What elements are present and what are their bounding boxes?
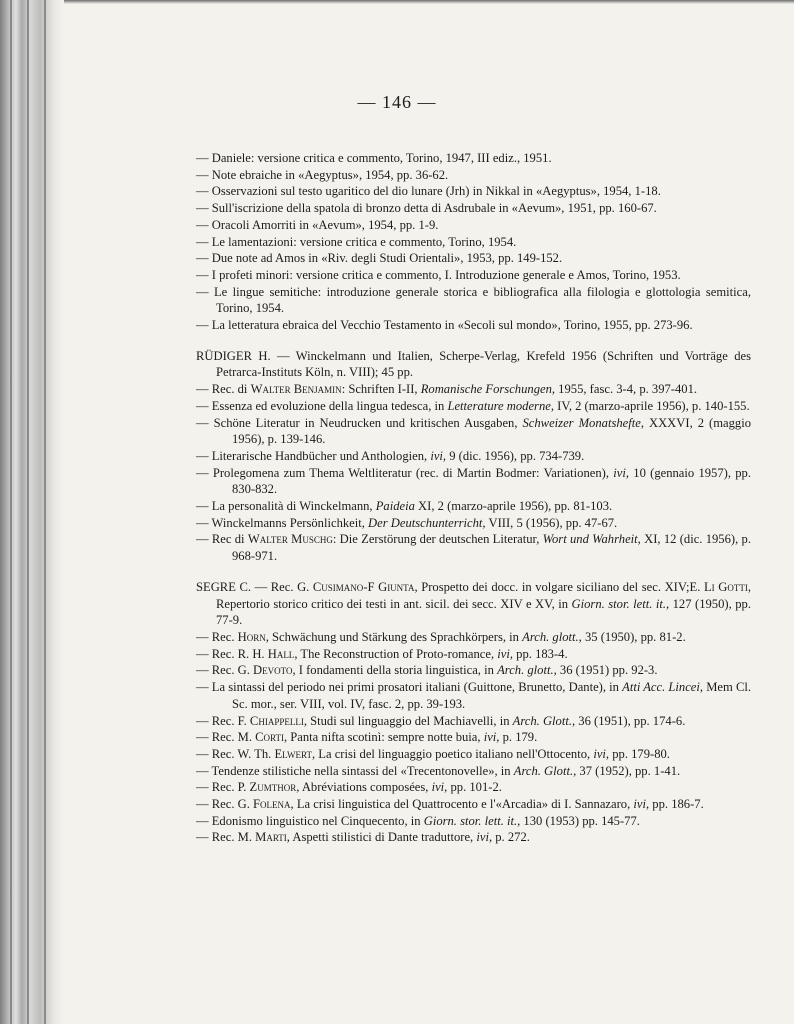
journal-title: Arch. glott., bbox=[497, 663, 557, 678]
entry-text: , Panta nifta scotinì: sempre notte buia, bbox=[283, 730, 484, 745]
page-top-edge bbox=[64, 0, 794, 4]
entry-text: 36 (1951) pp. 92-3. bbox=[556, 663, 658, 678]
page-number: — 146 — bbox=[357, 92, 437, 112]
reviewed-author: Walter Muschg bbox=[247, 532, 333, 547]
bibliography-entry bbox=[196, 763, 751, 780]
bibliography-entry bbox=[196, 167, 751, 184]
bibliography-entry bbox=[196, 531, 751, 564]
reviewed-author: Elwert bbox=[274, 746, 312, 761]
entry-text: IV, 2 (marzo-aprile 1956), p. 140-155. bbox=[554, 398, 750, 413]
entry-text: 35 (1950), pp. 81-2. bbox=[581, 629, 686, 644]
entry-text: 127 (1950), pp. 77-9. bbox=[216, 596, 751, 628]
journal-title: Arch. glott., bbox=[522, 629, 582, 644]
journal-title: Giorn. stor. lett. it., bbox=[423, 813, 521, 828]
author-heading-entry bbox=[196, 579, 751, 629]
book-binding-edge bbox=[0, 0, 64, 1024]
bibliography-entry bbox=[196, 646, 751, 663]
entry-text: — Rec. M. bbox=[196, 730, 256, 745]
entry-text: — Rec. G. bbox=[196, 797, 254, 812]
journal-title: Giorn. stor. lett. it., bbox=[571, 596, 670, 611]
entry-text: pp. 183-4. bbox=[513, 646, 568, 661]
bibliography-section bbox=[196, 150, 751, 334]
entry-text: 1955, fasc. 3-4, p. 397-401. bbox=[555, 382, 698, 397]
entry-text: — Osservazioni sul testo ugaritico del dio lunare (Jrh) in Nikkal in «Aegyptus», 1954, 1-18. bbox=[196, 184, 661, 199]
entry-text: — Rec. di bbox=[196, 382, 251, 397]
bibliography-entry bbox=[196, 713, 751, 730]
bibliography-entry bbox=[196, 779, 751, 796]
reviewed-author: Corti bbox=[255, 730, 284, 745]
reviewed-author: Hall bbox=[267, 646, 295, 661]
entry-text: , Prospetto dei docc. in volgare siciliano del sec. XIV;E. bbox=[414, 579, 704, 594]
bibliography-entry bbox=[196, 267, 751, 284]
journal-title: Schweizer Monatshefte, bbox=[522, 415, 644, 430]
entry-text: , La crisi del linguaggio poetico italiano nell'Ottocento, bbox=[311, 746, 594, 761]
reviewed-author: Li Gotti bbox=[703, 579, 748, 594]
entry-text: — Prolegomena zum Thema Weltliteratur (rec. di Martin Bodmer: Variationen), bbox=[196, 465, 614, 480]
entry-text: — Edonismo linguistico nel Cinquecento, in bbox=[196, 813, 424, 828]
entry-text: — Tendenze stilistiche nella sintassi del «Trecentonovelle», in bbox=[196, 763, 514, 778]
entry-text: , Aspetti stilistici di Dante traduttore, bbox=[286, 830, 477, 845]
entry-text: — Daniele: versione critica e commento, Torino, 1947, III ediz., 1951. bbox=[196, 151, 552, 165]
bibliography-entry bbox=[196, 234, 751, 251]
entry-text: -F bbox=[363, 579, 379, 594]
journal-title: ivi, bbox=[430, 448, 447, 463]
bibliography-entry bbox=[196, 829, 751, 846]
journal-title: Wort und Wahrheit, bbox=[542, 532, 641, 547]
binding-line bbox=[44, 0, 46, 1024]
entry-text: pp. 186-7. bbox=[649, 797, 704, 812]
reviewed-author: Cusimano bbox=[312, 579, 364, 594]
bibliography-entry bbox=[196, 183, 751, 200]
entry-text: — Schöne Literatur in Neudrucken und kritischen Ausgaben, bbox=[196, 415, 523, 430]
reviewed-author: Zumthor bbox=[249, 780, 297, 795]
entry-text: — La sintassi del periodo nei primi prosatori italiani (Guittone, Brunetto, Dante), in bbox=[196, 680, 623, 695]
entry-text: pp. 179-80. bbox=[609, 746, 670, 761]
reviewed-author: Chiappelli bbox=[249, 713, 304, 728]
entry-text: — Due note ad Amos in «Riv. degli Studi Orientali», 1953, pp. 149-152. bbox=[196, 251, 563, 266]
entry-text: , Schwächung und Stärkung des Sprachkörpers, in bbox=[265, 629, 523, 644]
journal-title: Letterature moderne, bbox=[447, 398, 554, 413]
journal-title: Romanische Forschungen, bbox=[420, 382, 556, 397]
reviewed-author: Horn bbox=[237, 629, 266, 644]
entry-text: Mem Cl. Sc. mor., ser. VIII, vol. IV, fasc. 2, pp. 39-193. bbox=[232, 680, 752, 711]
bibliography-entry bbox=[196, 250, 751, 267]
bibliography-entry bbox=[196, 629, 751, 646]
entry-text: , I fondamenti della storia linguistica, in bbox=[292, 663, 498, 678]
entry-text: — Rec. M. bbox=[196, 830, 256, 845]
journal-title: Arch. Glott., bbox=[512, 713, 576, 728]
entry-text: , La crisi linguistica del Quattrocento e l'«Arcadia» di I. Sannazaro, bbox=[290, 797, 634, 812]
journal-title: Atti Acc. Lincei, bbox=[622, 680, 704, 695]
bibliography-entry bbox=[196, 679, 751, 712]
reviewed-author: Devoto bbox=[253, 663, 293, 678]
reviewed-author: Marti bbox=[255, 830, 287, 845]
entry-text: 37 (1952), pp. 1-41. bbox=[576, 763, 681, 778]
entry-text: , Studi sul linguaggio del Machiavelli, in bbox=[303, 713, 513, 728]
journal-title: Paideia bbox=[375, 499, 415, 514]
entry-text: — Essenza ed evoluzione della lingua tedesca, in bbox=[196, 398, 448, 413]
entry-text: , Repertorio storico critico dei testi in ant. sicil. dei secc. XIV e XV, in bbox=[216, 579, 751, 611]
entry-text: SEGRE C. — Rec. G. bbox=[196, 579, 313, 594]
bibliography-entry bbox=[196, 515, 751, 532]
bibliography-entry bbox=[196, 662, 751, 679]
bibliography-entry bbox=[196, 415, 751, 448]
entry-text: — Rec. F. bbox=[196, 713, 250, 728]
bibliography-section bbox=[196, 348, 751, 565]
journal-title: ivi, bbox=[633, 797, 650, 812]
journal-title: ivi, bbox=[593, 746, 610, 761]
journal-title: ivi, bbox=[476, 830, 493, 845]
entry-text: pp. 101-2. bbox=[447, 780, 502, 795]
entry-text: p. 272. bbox=[492, 830, 530, 845]
journal-title: ivi, bbox=[431, 780, 448, 795]
bibliography-entry bbox=[196, 813, 751, 830]
bibliography-entry bbox=[196, 200, 751, 217]
bibliography-content bbox=[196, 150, 751, 860]
entry-text: — I profeti minori: versione critica e commento, I. Introduzione generale e Amos, Torino, 1953. bbox=[196, 267, 681, 282]
entry-text: — Le lamentazioni: versione critica e commento, Torino, 1954. bbox=[196, 234, 517, 249]
entry-text: — Sull'iscrizione della spatola di bronzo detta di Asdrubale in «Aevum», 1951, pp. 160-67. bbox=[196, 201, 657, 216]
bibliography-entry bbox=[196, 448, 751, 465]
entry-text: XI, 2 (marzo-aprile 1956), pp. 81-103. bbox=[414, 499, 613, 514]
entry-text: 9 (dic. 1956), pp. 734-739. bbox=[446, 448, 585, 463]
entry-text: XXXVI, 2 (maggio 1956), p. 139-146. bbox=[232, 415, 751, 447]
bibliography-entry bbox=[196, 150, 751, 167]
entry-text: — Oracoli Amorriti in «Aevum», 1954, pp. 1-9. bbox=[196, 217, 439, 232]
entry-text: 10 (gennaio 1957), pp. 830-832. bbox=[232, 465, 751, 497]
entry-text: — La letteratura ebraica del Vecchio Testamento in «Secoli sul mondo», Torino, 1955, pp. 273-96. bbox=[196, 318, 693, 333]
entry-text: RÜDIGER H. — Winckelmann und Italien, Scherpe-Verlag, Krefeld 1956 (Schriften und Vorträge des Petrarca-Instituts Köln, n. VIII); 45 pp. bbox=[196, 348, 751, 380]
entry-text: 36 (1951), pp. 174-6. bbox=[575, 713, 686, 728]
entry-text: XI, 12 (dic. 1956), p. 968-971. bbox=[232, 532, 751, 564]
binding-line bbox=[27, 0, 29, 1024]
bibliography-entry bbox=[196, 746, 751, 763]
reviewed-author: Folena bbox=[253, 797, 291, 812]
entry-text: — Literarische Handbücher und Anthologien, bbox=[196, 448, 431, 463]
entry-text: — Le lingue semitiche: introduzione generale storica e bibliografica alla filologia e glottologia semitica, Torino, 1954. bbox=[196, 284, 751, 316]
reviewed-author: Giunta bbox=[378, 579, 415, 594]
entry-text: , Abréviations composées, bbox=[296, 780, 432, 795]
bibliography-entry bbox=[196, 729, 751, 746]
entry-text: p. 179. bbox=[499, 730, 538, 745]
journal-title: Der Deutschunterricht, bbox=[368, 515, 486, 530]
entry-text: — Rec. P. bbox=[196, 780, 250, 795]
entry-text: — La personalità di Winckelmann, bbox=[196, 499, 376, 514]
bibliography-section bbox=[196, 579, 751, 846]
bibliography-entry bbox=[196, 317, 751, 334]
entry-text: VIII, 5 (1956), pp. 47-67. bbox=[485, 515, 618, 530]
entry-text: : Die Zerstörung der deutschen Literatur, bbox=[332, 532, 543, 547]
journal-title: Arch. Glott., bbox=[513, 763, 577, 778]
binding-line bbox=[10, 0, 12, 1024]
bibliography-entry bbox=[196, 796, 751, 813]
bibliography-entry bbox=[196, 284, 751, 317]
bibliography-entry bbox=[196, 465, 751, 498]
bibliography-entry bbox=[196, 398, 751, 415]
entry-text: — Note ebraiche in «Aegyptus», 1954, pp. 36-62. bbox=[196, 167, 449, 182]
reviewed-author: Walter Benjamin bbox=[250, 382, 342, 397]
journal-title: ivi, bbox=[613, 465, 629, 480]
bibliography-entry bbox=[196, 217, 751, 234]
entry-text: — Winckelmanns Persönlichkeit, bbox=[196, 515, 369, 530]
entry-text: — Rec di bbox=[196, 532, 248, 547]
entry-text: , The Reconstruction of Proto-romance, bbox=[294, 646, 498, 661]
entry-text: — Rec. W. Th. bbox=[196, 746, 275, 761]
author-heading-entry bbox=[196, 348, 751, 381]
entry-text: : Schriften I-II, bbox=[341, 382, 421, 397]
entry-text: 130 (1953) pp. 145-77. bbox=[520, 813, 640, 828]
bibliography-entry bbox=[196, 381, 751, 398]
entry-text: — Rec. R. H. bbox=[196, 646, 268, 661]
journal-title: ivi, bbox=[483, 730, 500, 745]
entry-text: — Rec. bbox=[196, 629, 238, 644]
journal-title: ivi, bbox=[497, 646, 514, 661]
bibliography-entry bbox=[196, 498, 751, 515]
entry-text: — Rec. G. bbox=[196, 663, 254, 678]
